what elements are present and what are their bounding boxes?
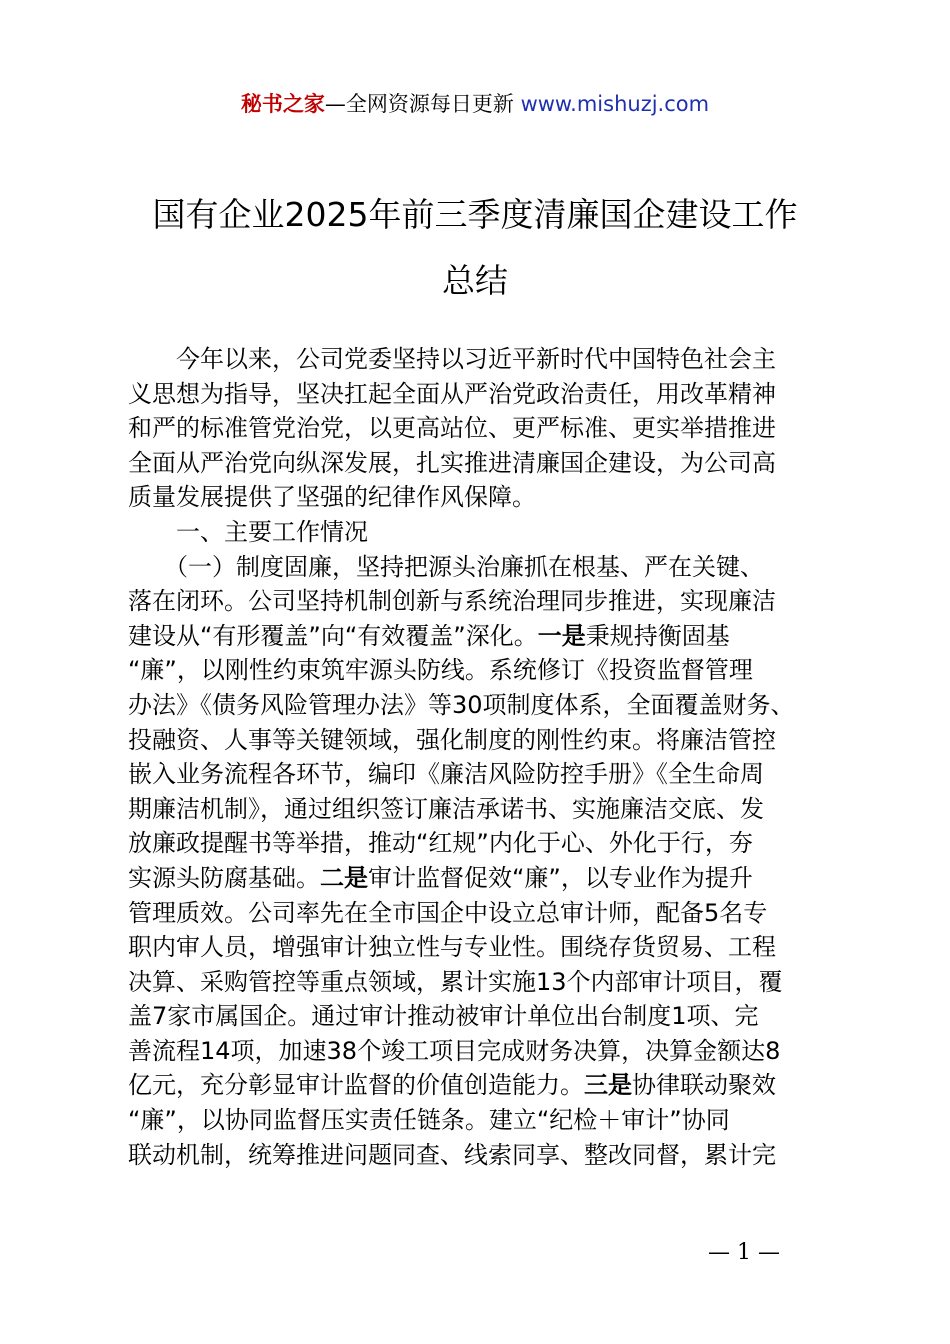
body-line: （一）制度固廉，坚持把源头治廉抓在根基、严在关键、 xyxy=(128,552,764,581)
body-line: 善流程14项，加速38个竣工项目完成财务决算，决算金额达8 xyxy=(128,1036,781,1065)
site-header xyxy=(0,86,950,122)
body-line: 联动机制，统筹推进问题同查、线索同享、整改同督，累计完 xyxy=(128,1140,776,1169)
body-line: 投融资、人事等关键领域，强化制度的刚性约束。将廉洁管控 xyxy=(128,725,776,754)
body-line-text: 审计监督促效“廉”，以专业作为提升 xyxy=(368,863,753,892)
bold-marker-2: 二是 xyxy=(320,863,368,892)
title-line-2: 总结 xyxy=(442,261,508,300)
body-line: 今年以来，公司党委坚持以习近平新时代中国特色社会主 xyxy=(128,345,776,373)
bold-marker-1: 一是 xyxy=(537,621,586,650)
body-line: 决算、采购管控等重点领域，累计实施13个内部审计项目，覆 xyxy=(128,967,783,996)
brand-name: 秘书之家 xyxy=(240,92,325,116)
body-line: “廉”，以协同监督压实责任链条。建立“纪检＋审计”协同 xyxy=(128,1106,730,1135)
title-line-1: 国有企业2025年前三季度清廉国企建设工作 xyxy=(152,195,798,234)
body-line: 盖7家市属国企。通过审计推动被审计单位出台制度1项、完 xyxy=(128,1002,759,1031)
body-line-text: 秉规持衡固基 xyxy=(585,621,730,650)
header-tagline: —全网资源每日更新 xyxy=(324,92,521,116)
body-line xyxy=(128,861,840,896)
body-line-text: 实源头防腐基础。 xyxy=(128,863,320,892)
bold-marker-3: 三是 xyxy=(584,1071,632,1100)
body-line: 放廉政提醒书等举措，推动“红规”内化于心、外化于行，夯 xyxy=(128,829,753,858)
body-line: 办法》《债务风险管理办法》等30项制度体系，全面覆盖财务、 xyxy=(128,690,795,719)
body-line: 期廉洁机制》，通过组织签订廉洁承诺书、实施廉洁交底、发 xyxy=(128,794,764,823)
body-line: 和严的标准管党治党，以更高站位、更严标准、更实举措推进 xyxy=(128,414,776,443)
page-number xyxy=(0,1240,950,1265)
body-line xyxy=(128,619,840,654)
site-url-link[interactable]: www.mishuzj.com xyxy=(520,92,710,116)
body-line: 全面从严治党向纵深发展，扎实推进清廉国企建设，为公司高 xyxy=(128,448,776,477)
body-line-text: 协律联动聚效 xyxy=(632,1071,776,1100)
body-line: “廉”，以刚性约束筑牢源头防线。系统修订《投资监督管理 xyxy=(128,656,753,685)
body-line xyxy=(128,1068,840,1103)
body-line: 嵌入业务流程各环节，编印《廉洁风险防控手册》《全生命周 xyxy=(128,760,764,789)
body-line: 落在闭环。公司坚持机制创新与系统治理同步推进，实现廉洁 xyxy=(128,587,776,616)
document-body xyxy=(128,342,840,1172)
page-number-text: — 1 — xyxy=(708,1240,780,1265)
document-title xyxy=(100,182,850,314)
section-heading: 一、主要工作情况 xyxy=(128,517,368,546)
body-line-text: 亿元，充分彰显审计监督的价值创造能力。 xyxy=(128,1071,584,1100)
body-line-text: 建设从“有形覆盖”向“有效覆盖”深化。 xyxy=(128,621,538,650)
body-line: 职内审人员，增强审计独立性与专业性。围绕存货贸易、工程 xyxy=(128,933,776,962)
body-line: 管理质效。公司率先在全市国企中设立总审计师，配备5名专 xyxy=(128,898,768,927)
body-line: 义思想为指导，坚决扛起全面从严治党政治责任，用改革精神 xyxy=(128,379,776,408)
body-line: 质量发展提供了坚强的纪律作风保障。 xyxy=(128,483,536,512)
